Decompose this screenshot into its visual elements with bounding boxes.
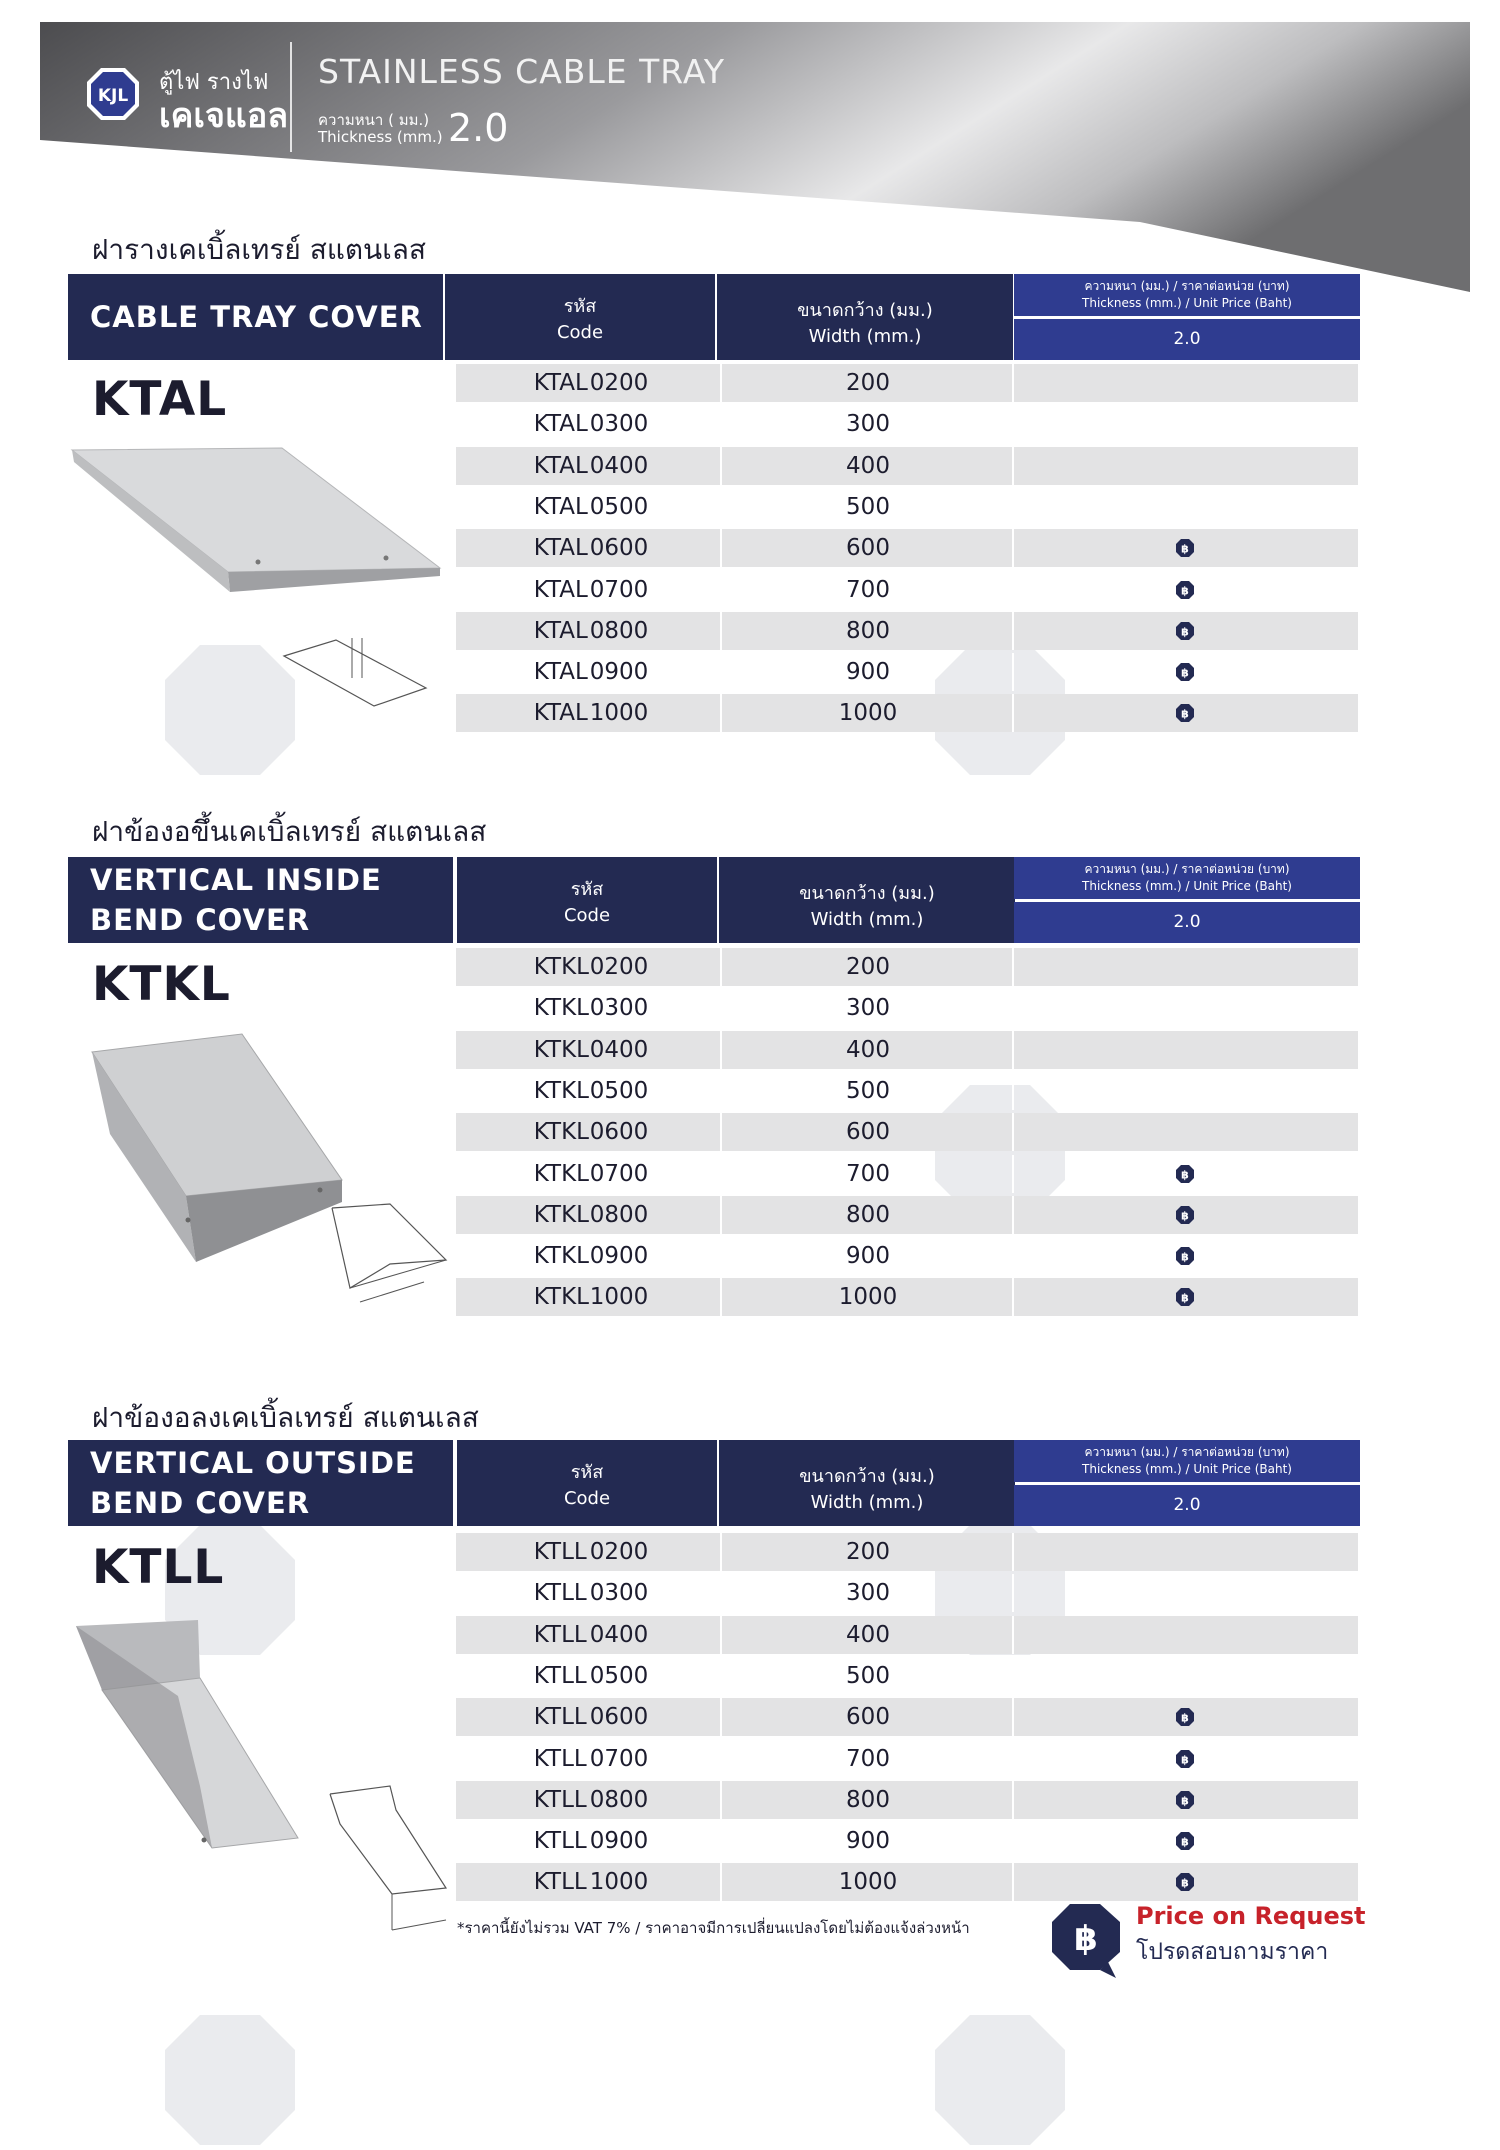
cable-tray-cover-drawing [276,636,436,716]
product-width: 400 [846,452,890,479]
code-prefix: KTKL [533,954,589,980]
table-row [456,1278,1358,1316]
kjl-logo-icon [85,66,141,122]
table-header [68,274,1360,360]
code-prefix: KTKL [533,1243,589,1270]
baht-coin-icon [1175,621,1195,641]
code-number: 0900 [589,1828,649,1855]
table-row [456,1196,1358,1234]
product-code [456,529,726,567]
product-code [456,1574,726,1612]
product-width: 800 [846,617,890,644]
unit-price [1012,1113,1358,1151]
width-column-header [719,1440,1015,1526]
code-prefix: KTAL [533,576,588,603]
product-code [456,405,726,443]
unit-price [1012,1031,1358,1069]
product-width: 300 [846,411,890,438]
table-row [456,653,1358,691]
table-row [456,612,1358,650]
table-row [456,1072,1358,1110]
unit-price [1012,989,1358,1027]
table-title-text [90,860,382,940]
code-number: 0800 [589,617,649,644]
table-row [456,529,1358,567]
code-header-en: Code [563,905,611,926]
product-code [456,1616,726,1654]
product-code [456,612,726,650]
table-row [456,989,1358,1027]
svg-text:฿: ฿ [1181,1753,1189,1766]
code-prefix: KTLL [533,1539,587,1565]
code-prefix: KTLL [533,1869,587,1896]
table-row [456,571,1358,609]
product-width: 1000 [838,1869,898,1896]
code-number: 0600 [589,1704,649,1731]
product-code [456,1113,726,1151]
brand-logo [85,52,355,136]
code-header-th: รหัส [563,296,597,317]
code-prefix: KTAL [533,411,588,438]
product-code [456,571,726,609]
table-row [456,405,1358,443]
width-column-header [719,857,1015,943]
product-width: 900 [846,659,890,686]
product-code [456,1237,726,1275]
unit-price [1012,1863,1358,1901]
section-title-th: ฝาข้องอลงเคเบิ้ลเทรย์ สแตนเลส [92,1401,479,1434]
price-header-th: ความหนา (มม.) / ราคาต่อหน่วย (บาท) [1084,862,1290,876]
product-code [456,1698,726,1736]
product-width: 200 [846,370,890,396]
svg-text:฿: ฿ [1181,1711,1189,1725]
table-header [68,1440,1360,1526]
table-title-text: CABLE TRAY COVER [90,300,423,334]
table-row [456,1698,1358,1736]
code-header-en: Code [556,322,604,343]
product-width: 700 [846,1745,890,1772]
product-width: 700 [846,576,890,603]
width-header-en: Width (mm.) [810,909,924,930]
code-number: 0900 [589,1243,649,1270]
code-number: 1000 [589,700,649,727]
code-number: 0800 [589,1786,649,1813]
table-title [68,1440,453,1526]
unit-price [1012,1657,1358,1695]
table-row [456,694,1358,732]
product-code [456,488,726,526]
code-prefix: KTKL [533,1201,589,1228]
product-width: 300 [846,1580,890,1607]
unit-price [1012,1533,1358,1571]
product-width: 400 [846,1621,890,1648]
table-title-line2: BEND COVER [90,1486,311,1520]
product-width: 500 [846,493,890,520]
price-column-header [1014,274,1360,316]
section-title-th: ฝาข้องอขึ้นเคเบิ้ลเทรย์ สแตนเลส [92,815,487,848]
product-code [456,1278,726,1316]
product-width: 800 [846,1201,890,1228]
code-prefix: KTAL [533,617,588,644]
code-prefix: KTAL [533,452,588,479]
code-number: 0800 [589,1201,649,1228]
width-header-th: ขนาดกว้าง (มม.) [799,883,935,904]
code-number: 1000 [589,1869,649,1896]
table-row [456,1155,1358,1193]
code-number: 0700 [589,576,649,603]
svg-text:฿: ฿ [1181,1168,1189,1181]
table-header [68,857,1360,943]
code-number: 0500 [589,1662,649,1689]
code-prefix: KTLL [533,1662,587,1689]
section-title-th: ฝารางเคเบิ้ลเทรย์ สแตนเลส [92,233,427,266]
product-width: 600 [846,1704,890,1731]
baht-coin-icon [1175,1164,1195,1184]
product-width: 300 [846,995,890,1022]
product-width: 900 [846,1828,890,1855]
code-column-header [457,857,717,943]
table-row [456,948,1358,986]
code-prefix: KTLL [533,1828,587,1855]
baht-coin-icon [1175,1872,1195,1892]
table-title-line2: BEND COVER [90,903,311,937]
code-number: 0200 [589,954,649,980]
price-thickness: 2.0 [1014,319,1360,360]
code-number: 0200 [589,370,649,396]
table-row [456,1781,1358,1819]
table-row [456,1533,1358,1571]
baht-coin-icon [1175,1749,1195,1769]
svg-text:฿: ฿ [1181,707,1189,721]
code-prefix: KTAL [533,659,588,686]
product-code [456,1863,726,1901]
watermark-logo-icon [160,2010,300,2150]
page-title: STAINLESS CABLE TRAY [318,52,726,91]
price-thickness: 2.0 [1014,1485,1360,1526]
code-number: 0300 [589,411,649,438]
table-title-line1: VERTICAL INSIDE [90,863,382,897]
price-header-th: ความหนา (มม.) / ราคาต่อหน่วย (บาท) [1084,1445,1290,1459]
code-prefix: KTAL [533,700,588,727]
footnote: *ราคานี้ยังไม่รวม VAT 7% / ราคาอาจมีการเปลี่ยนแปลงโดยไม่ต้องแจ้งล่วงหน้า [457,1919,970,1937]
product-width: 1000 [838,700,898,727]
baht-coin-icon [1175,662,1195,682]
code-number: 0500 [589,1077,649,1104]
code-prefix: KTKL [533,995,589,1022]
baht-coin-icon [1050,1900,1124,1980]
unit-price [1012,612,1358,650]
product-code [456,1031,726,1069]
svg-text:฿: ฿ [1181,1794,1189,1808]
product-code [456,447,726,485]
product-width: 200 [846,1539,890,1565]
code-header-th: รหัส [570,879,604,900]
code-number: 0400 [589,1621,649,1648]
width-column-header [717,274,1013,360]
thickness-label-en: Thickness (mm.) [318,128,443,146]
baht-coin-icon [1175,538,1195,558]
table-row [456,1113,1358,1151]
table-row [456,488,1358,526]
code-prefix: KTKL [533,1077,589,1104]
width-header-en: Width (mm.) [810,1492,924,1513]
svg-text:฿: ฿ [1181,1876,1189,1890]
vertical-inside-bend-cover-drawing [320,1198,460,1308]
code-header-en: Code [563,1488,611,1509]
product-width: 500 [846,1077,890,1104]
code-prefix: KTLL [533,1786,587,1813]
price-column-header [1014,1440,1360,1482]
svg-text:฿: ฿ [1181,666,1189,680]
svg-text:฿: ฿ [1181,1835,1189,1849]
product-code [456,364,726,402]
table-row [456,1863,1358,1901]
product-width: 1000 [838,1284,898,1311]
code-number: 0600 [589,535,649,562]
code-prefix: KTLL [533,1621,587,1648]
code-prefix: KTKL [533,1119,589,1146]
code-prefix: KTKL [533,1036,589,1063]
code-column-header [445,274,715,360]
product-code [456,653,726,691]
table-row [456,1822,1358,1860]
code-prefix: KTLL [533,1704,587,1731]
table-row [456,1616,1358,1654]
unit-price [1012,1574,1358,1612]
baht-coin-icon [1175,1205,1195,1225]
watermark-logo-icon [930,2010,1070,2150]
unit-price [1012,529,1358,567]
logo-line1: ตู้ไฟ รางไฟ [159,70,269,95]
product-width: 700 [846,1160,890,1187]
product-code [456,1657,726,1695]
price-column-header [1014,857,1360,899]
unit-price [1012,364,1358,402]
code-number: 0500 [589,493,649,520]
unit-price [1012,1698,1358,1736]
svg-text:฿: ฿ [1181,625,1189,639]
unit-price [1012,405,1358,443]
product-code [456,1740,726,1778]
vertical-inside-bend-cover-image [88,1030,358,1270]
code-prefix: KTAL [533,370,588,396]
width-header-en: Width (mm.) [808,326,922,347]
unit-price [1012,1196,1358,1234]
product-code [456,1781,726,1819]
unit-price [1012,1781,1358,1819]
width-header-th: ขนาดกว้าง (มม.) [797,300,933,321]
code-prefix: KTLL [533,1580,587,1607]
unit-price [1012,488,1358,526]
unit-price [1012,1155,1358,1193]
product-width: 200 [846,954,890,980]
price-thickness: 2.0 [1014,902,1360,943]
price-header-en: Thickness (mm.) / Unit Price (Baht) [1082,296,1292,310]
product-code [456,694,726,732]
table-row [456,1574,1358,1612]
unit-price [1012,1237,1358,1275]
code-number: 0700 [589,1745,649,1772]
vertical-outside-bend-cover-image [68,1616,318,1856]
vertical-outside-bend-cover-drawing [320,1780,460,1940]
baht-coin-icon [1175,1246,1195,1266]
code-prefix: KTKL [533,1160,589,1187]
code-prefix: KTAL [533,493,588,520]
table-title [68,274,443,360]
code-prefix: KTLL [533,1745,587,1772]
unit-price [1012,1072,1358,1110]
unit-price [1012,447,1358,485]
code-header-th: รหัส [570,1462,604,1483]
header-divider [290,42,292,152]
svg-text:฿: ฿ [1181,1209,1189,1223]
product-width: 900 [846,1243,890,1270]
unit-price [1012,1616,1358,1654]
product-code [456,1196,726,1234]
product-code [456,948,726,986]
code-number: 0600 [589,1119,649,1146]
product-width: 500 [846,1662,890,1689]
unit-price [1012,571,1358,609]
code-number: 0700 [589,1160,649,1187]
price-header-en: Thickness (mm.) / Unit Price (Baht) [1082,879,1292,893]
unit-price [1012,1822,1358,1860]
model-name: KTAL [92,372,228,427]
table-row [456,364,1358,402]
svg-text:฿: ฿ [1074,1919,1098,1959]
model-name: KTKL [92,957,231,1012]
code-number: 0200 [589,1539,649,1565]
cable-tray-cover-image [68,440,448,600]
svg-text:฿: ฿ [1181,584,1189,597]
product-code [456,1822,726,1860]
baht-coin-icon [1175,1790,1195,1810]
baht-coin-icon [1175,1707,1195,1727]
price-on-request-en: Price on Request [1136,1902,1366,1930]
table-title [68,857,453,943]
model-name: KTLL [92,1540,225,1595]
thickness-value: 2.0 [448,106,509,150]
price-header-th: ความหนา (มม.) / ราคาต่อหน่วย (บาท) [1084,279,1290,293]
baht-coin-icon [1175,703,1195,723]
price-on-request-legend [1050,1900,1370,1980]
code-prefix: KTAL [533,535,588,562]
code-prefix: KTKL [533,1284,589,1311]
code-number: 0400 [589,452,649,479]
code-number: 1000 [589,1284,649,1311]
product-width: 400 [846,1036,890,1063]
unit-price [1012,1740,1358,1778]
price-header-en: Thickness (mm.) / Unit Price (Baht) [1082,1462,1292,1476]
table-row [456,447,1358,485]
product-width: 800 [846,1786,890,1813]
thickness-label [318,112,443,146]
table-row [456,1657,1358,1695]
baht-coin-icon [1175,580,1195,600]
table-row [456,1740,1358,1778]
unit-price [1012,694,1358,732]
price-on-request-th: โปรดสอบถามราคา [1136,1939,1329,1965]
table-row [456,1031,1358,1069]
code-column-header [457,1440,717,1526]
svg-text:฿: ฿ [1181,542,1189,556]
code-number: 0300 [589,1580,649,1607]
thickness-label-th: ความหนา ( มม.) [318,111,430,129]
baht-coin-icon [1175,1287,1195,1307]
product-code [456,1533,726,1571]
table-title-line1: VERTICAL OUTSIDE [90,1446,416,1480]
product-width: 600 [846,535,890,562]
product-width: 600 [846,1119,890,1146]
unit-price [1012,1278,1358,1316]
code-number: 0400 [589,1036,649,1063]
logo-line2: เคเจแอล [159,96,289,136]
code-number: 0900 [589,659,649,686]
svg-text:฿: ฿ [1181,1291,1189,1305]
product-code [456,1072,726,1110]
product-code [456,1155,726,1193]
svg-text:KJL: KJL [97,86,129,106]
width-header-th: ขนาดกว้าง (มม.) [799,1466,935,1487]
unit-price [1012,653,1358,691]
unit-price [1012,948,1358,986]
svg-text:฿: ฿ [1181,1250,1189,1264]
baht-coin-icon [1175,1831,1195,1851]
table-row [456,1237,1358,1275]
table-title-text [90,1443,416,1523]
product-code [456,989,726,1027]
code-number: 0300 [589,995,649,1022]
